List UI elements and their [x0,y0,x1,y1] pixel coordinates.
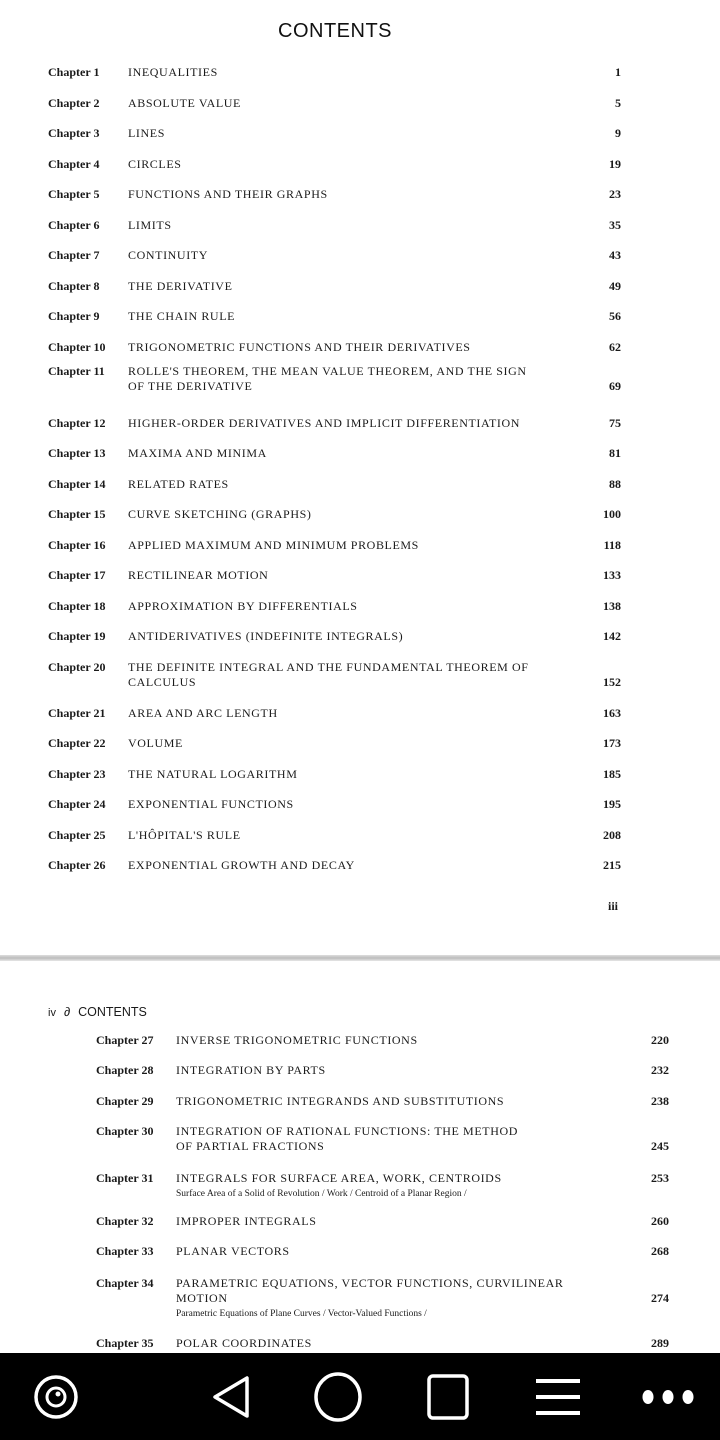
chapter-title-line: CIRCLES [128,156,182,171]
navigation-bar [0,1353,720,1440]
page-title: CONTENTS [278,20,392,42]
page-ref: 289 [651,1336,669,1350]
page-ref: 43 [609,248,621,262]
chapter-label: Chapter 35 [96,1336,154,1350]
chapter-title [176,1124,518,1154]
chapter-title-line: INTEGRATION OF RATIONAL FUNCTIONS: THE METHOD [176,1124,518,1138]
chapter-title-line: ROLLE'S THEOREM, THE MEAN VALUE THEOREM, AND THE SIGN [128,363,527,378]
chapter-label: Chapter 1 [48,65,100,79]
chapter-title-line: LINES [128,126,165,140]
chapter-label: Chapter 10 [48,339,106,354]
page-ref: 220 [651,1033,669,1047]
chapter-title-line: INVERSE TRIGONOMETRIC FUNCTIONS [176,1033,418,1047]
chapter-title-line: MOTION [176,1291,228,1305]
chapter-title-line: RELATED RATES [128,476,229,491]
more-button[interactable] [628,1353,708,1440]
chapter-label: Chapter 2 [48,95,100,110]
chapter-label: Chapter 19 [48,629,106,643]
page-ref: 35 [609,217,621,232]
page-ref: 62 [609,339,621,354]
chapter-title [128,157,182,172]
page-ref: 133 [603,568,621,582]
chapter-title-line: TRIGONOMETRIC FUNCTIONS AND THEIR DERIVATIVES [128,339,471,354]
chapter-title-line: THE DERIVATIVE [128,278,233,293]
home-circle-icon [311,1370,365,1424]
page-ref: 232 [651,1063,669,1077]
target-icon [31,1372,81,1422]
chapter-title-line: INEQUALITIES [128,65,218,79]
chapter-title [128,706,278,721]
chapter-title-line: EXPONENTIAL GROWTH AND DECAY [128,858,355,872]
chapter-label: Chapter 15 [48,507,106,521]
chapter-label: Chapter 11 [48,363,105,378]
page-ref: 56 [609,309,621,323]
menu-button[interactable] [518,1353,598,1440]
chapter-title [128,828,241,843]
chapter-title [128,736,183,751]
more-dots-icon [638,1382,698,1412]
chapter-label: Chapter 16 [48,537,106,552]
chapter-label: Chapter 6 [48,217,100,232]
chapter-title [128,248,208,263]
chapter-title-line: PARAMETRIC EQUATIONS, VECTOR FUNCTIONS, CURVILINEAR [176,1276,564,1290]
menu-lines-icon [533,1372,583,1422]
chapter-label: Chapter 22 [48,736,106,750]
chapter-title [128,660,529,690]
chapter-title-line: APPROXIMATION BY DIFFERENTIALS [128,598,358,613]
chapter-title [128,538,419,553]
page-ref: 163 [603,705,621,720]
chapter-label: Chapter 13 [48,446,106,460]
chapter-label: Chapter 12 [48,415,106,430]
chapter-title-line: RECTILINEAR MOTION [128,568,269,582]
chapter-title-line: OF PARTIAL FRACTIONS [176,1139,325,1153]
chapter-title-line: EXPONENTIAL FUNCTIONS [128,797,294,811]
chapter-title [176,1063,326,1078]
chapter-label: Chapter 3 [48,126,100,140]
chapter-label: Chapter 25 [48,827,106,842]
page-ref: 253 [651,1171,669,1185]
chapter-title [128,309,235,324]
page-ref: 268 [651,1244,669,1258]
chapter-title-line: AREA AND ARC LENGTH [128,705,278,720]
page-ref: 49 [609,278,621,293]
back-button[interactable] [192,1353,272,1440]
page-ref: 274 [651,1291,669,1305]
chapter-subtitle: Parametric Equations of Plane Curves / Vector-Valued Functions / [176,1309,427,1319]
chapter-title-line: OF THE DERIVATIVE [128,378,253,393]
chapter-title [176,1094,504,1109]
back-triangle-icon [207,1372,257,1422]
page-ref: 208 [603,827,621,842]
chapter-title-line: THE DEFINITE INTEGRAL AND THE FUNDAMENTAL THEOREM OF [128,659,529,674]
page-ref: 152 [603,674,621,689]
chapter-label: Chapter 17 [48,568,106,582]
chapter-label: Chapter 20 [48,659,106,674]
running-head-title: CONTENTS [78,1005,147,1019]
chapter-title-line: APPLIED MAXIMUM AND MINIMUM PROBLEMS [128,537,419,552]
running-head [48,1005,147,1019]
contents-page-iv [0,961,720,1353]
chapter-title-line: POLAR COORDINATES [176,1336,312,1350]
page-ref: 88 [609,476,621,491]
chapter-title-line: CURVE SKETCHING (GRAPHS) [128,507,312,521]
chapter-title [176,1033,418,1048]
chapter-title [128,599,358,614]
chapter-title-line: MAXIMA AND MINIMA [128,446,267,460]
chapter-title [176,1336,312,1351]
chapter-title-line: INTEGRALS FOR SURFACE AREA, WORK, CENTROIDS [176,1171,502,1185]
page-ref: 142 [603,629,621,643]
page-ref: 1 [615,65,621,79]
page-ref: 260 [651,1214,669,1228]
chapter-label: Chapter 14 [48,476,106,491]
chapter-title [128,507,311,522]
chapter-title [128,767,297,782]
chapter-label: Chapter 29 [96,1094,154,1108]
page-ref: 215 [603,858,621,872]
chapter-title-line: LIMITS [128,217,172,232]
page-ref: 238 [651,1094,669,1108]
chapter-label: Chapter 27 [96,1033,154,1047]
chapter-label: Chapter 8 [48,278,100,293]
chapter-title [128,340,471,355]
chapter-title-line: L'HÔPITAL'S RULE [128,827,241,842]
page-ref: 19 [609,156,621,171]
chapter-title-line: PLANAR VECTORS [176,1244,290,1258]
chapter-title [176,1244,290,1259]
chapter-title [128,126,165,141]
chapter-title [176,1276,563,1306]
page-ref: 100 [603,507,621,521]
chapter-title [128,858,355,873]
chapter-label: Chapter 31 [96,1171,154,1185]
page-ref: 185 [603,766,621,781]
chapter-title-line: HIGHER-ORDER DERIVATIVES AND IMPLICIT DIFFERENTIATION [128,415,521,430]
chapter-title [128,477,229,492]
chapter-title-line: CALCULUS [128,674,197,689]
ornament-icon: ∂ [63,1005,71,1019]
page-ref: 195 [603,797,621,811]
chapter-title [128,629,403,644]
page-ref: 138 [603,598,621,613]
page-ref: 5 [615,95,621,110]
chapter-title [128,797,294,812]
chapter-label: Chapter 30 [96,1124,154,1138]
screen-assistant-button[interactable] [16,1353,96,1440]
chapter-title [128,364,527,394]
page-ref: 173 [603,736,621,750]
chapter-label: Chapter 18 [48,598,106,613]
chapter-label: Chapter 4 [48,156,100,171]
chapter-title-line: INTEGRATION BY PARTS [176,1063,326,1077]
recents-button[interactable] [408,1353,488,1440]
chapter-title-line: IMPROPER INTEGRALS [176,1214,317,1228]
recents-square-icon [423,1372,473,1422]
chapter-label: Chapter 24 [48,797,106,811]
chapter-title-line: THE CHAIN RULE [128,309,236,323]
home-button[interactable] [298,1353,378,1440]
chapter-label: Chapter 7 [48,248,100,262]
chapter-label: Chapter 28 [96,1063,154,1077]
chapter-title [128,568,268,583]
page-ref: 75 [609,415,621,430]
chapter-title [128,187,328,202]
page-ref: 9 [615,126,621,140]
chapter-title [128,279,233,294]
chapter-title [128,446,267,461]
page-ref: 69 [609,378,621,393]
chapter-title [176,1171,502,1186]
chapter-label: Chapter 21 [48,705,106,720]
chapter-title-line: ABSOLUTE VALUE [128,95,241,110]
chapter-title-line: THE NATURAL LOGARITHM [128,766,298,781]
chapter-title [176,1214,316,1229]
chapter-title [128,218,172,233]
chapter-title-line: FUNCTIONS AND THEIR GRAPHS [128,187,328,201]
page-ref: 81 [609,446,621,460]
chapter-title [128,416,520,431]
page-ref: 118 [603,537,621,552]
chapter-label: Chapter 34 [96,1276,154,1290]
chapter-subtitle: Surface Area of a Solid of Revolution / Work / Centroid of a Planar Region / [176,1189,467,1199]
page-number: iii [608,899,619,913]
chapter-title [128,96,241,111]
chapter-title-line: CONTINUITY [128,248,208,262]
chapter-title [128,65,218,80]
chapter-title-line: TRIGONOMETRIC INTEGRANDS AND SUBSTITUTIONS [176,1094,505,1108]
chapter-label: Chapter 5 [48,187,100,201]
chapter-label: Chapter 33 [96,1244,154,1258]
page-ref: 23 [609,187,621,201]
chapter-title-line: VOLUME [128,736,183,750]
page-ref: 245 [651,1139,669,1153]
running-head-page-number: iv [48,1007,56,1019]
chapter-label: Chapter 23 [48,766,106,781]
chapter-title-line: ANTIDERIVATIVES (INDEFINITE INTEGRALS) [128,629,404,643]
chapter-label: Chapter 32 [96,1214,154,1228]
chapter-label: Chapter 9 [48,309,100,323]
chapter-label: Chapter 26 [48,858,106,872]
